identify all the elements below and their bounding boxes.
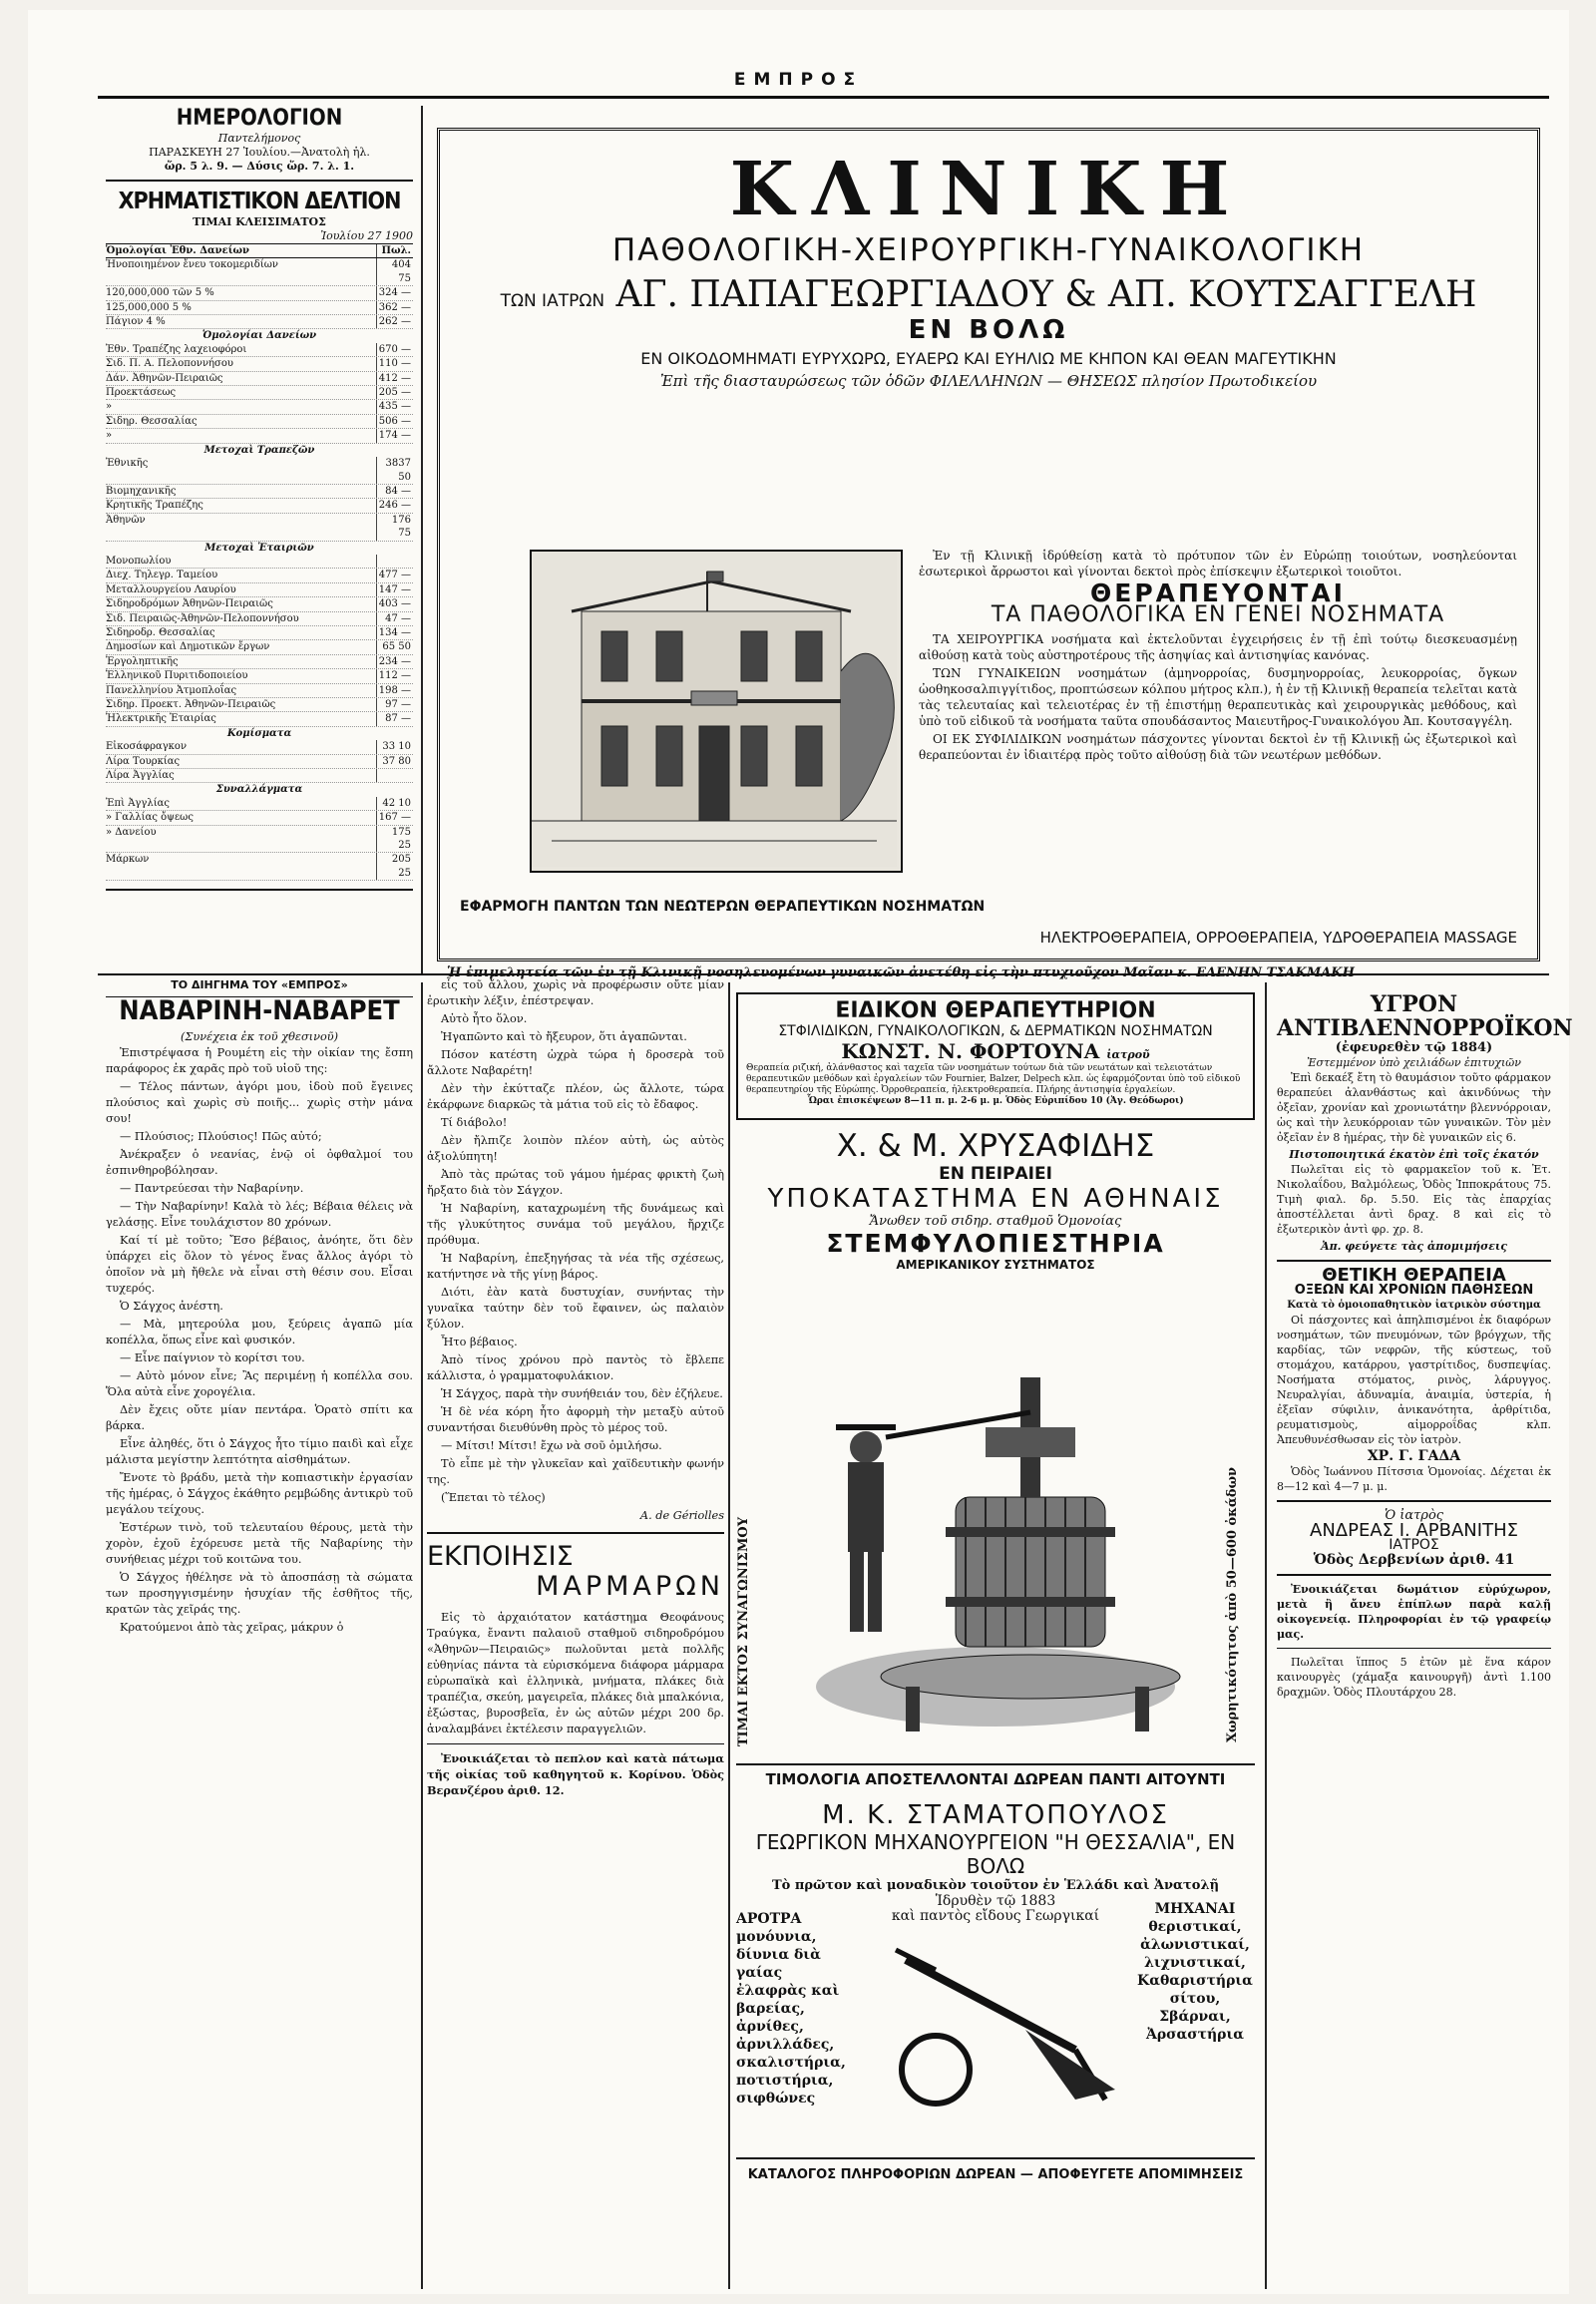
- story-paragraph: Ὁ Σάγχος ἠθέλησε νὰ τὸ ἀποσπάσῃ τὰ σώματα των προσηγγισμένην ἡσυχίαν τῆς ἐσθῆτος τῆς, κρατῶν τὰς χεῖράς της.: [106, 1571, 413, 1616]
- right-column: [1277, 991, 1573, 1702]
- finance-row-label: Σιδ. Πειραιῶς-Ἀθηνῶν-Πελοποννήσου: [106, 612, 299, 624]
- divider: [1277, 1574, 1551, 1576]
- finance-row: [106, 485, 413, 499]
- clinic-title: ΚΛΙΝΙΚΗ: [729, 147, 1248, 232]
- finance-row-value: 84 —: [376, 485, 413, 498]
- story-kicker: ΤΟ ΔΙΗΓΗΜΑ ΤΟΥ «ΕΜΠΡΟΣ»: [171, 978, 348, 991]
- therapy-doctor-name: ΚΩΝΣΤ. Ν. ΦΟΡΤΟΥΝΑ: [841, 1039, 1100, 1063]
- finance-row-label: » Γαλλίας ὄψεως: [106, 812, 194, 824]
- calendar-title: ΗΜΕΡΟΛΟΓΙΟΝ: [176, 106, 343, 131]
- doctor-name: ΑΝΔΡΕΑΣ Ι. ΑΡΒΑΝΙΤΗΣ: [1310, 1520, 1518, 1541]
- finance-row-label: 120,000,000 τῶν 5 %: [106, 287, 214, 299]
- finance-row-label: Μονοπωλίου: [106, 555, 172, 567]
- machinery-workshop: ΓΕΩΡΓΙΚΟΝ ΜΗΧΑΝΟΥΡΓΕΙΟΝ "Η ΘΕΣΣΑΛΙΑ", ΕΝ ΒΟΛΩ: [755, 1830, 1236, 1878]
- finance-row-value: 3837 50: [376, 457, 413, 484]
- finance-row: [106, 555, 413, 569]
- finance-row-value: 33 10: [376, 740, 413, 753]
- therapy-subtitle: ΣΤΦΙΛΙΔΙΚΩΝ, ΓΥΝΑΙΚΟΛΟΓΙΚΩΝ, & ΔΕΡΜΑΤΙΚΩΝ ΝΟΣΗΜΑΤΩΝ: [778, 1023, 1213, 1039]
- story-continued: (Συνέχεια ἐκ τοῦ χθεσινοῦ): [180, 1030, 339, 1043]
- story-paragraph: Ἐστέρων τινὸ, τοῦ τελευταίου θέρους, μετὰ τὴν χορὸν, ἐχοῦ ἐχόρευσε μετὰ τῆς Ναβαρίνης τὴν συνήθειας μέχρι τοῦ κοιτῶνα του.: [106, 1521, 413, 1566]
- section-rule: [98, 973, 1549, 975]
- finance-row-label: Ἠνοποιημένον ἔνευ τοκομεριδίων: [106, 259, 278, 271]
- finance-row: [106, 386, 413, 400]
- finance-row: [106, 499, 413, 513]
- clinic-address: Ἐπὶ τῆς διασταυρώσεως τῶν ὁδῶν ΦΙΛΕΛΛΗΝΩΝ — ΘΗΣΕΩΣ πλησίον Πρωτοδικείου: [659, 372, 1318, 390]
- divider: [106, 889, 413, 891]
- finance-row-value: 205 —: [376, 386, 413, 399]
- finance-row-label: Εἰκοσάφραγκον: [106, 741, 188, 753]
- story-paragraph: Ὁ Σάγχος ἀνέστη.: [120, 1300, 223, 1313]
- finance-row-label: Βιομηχανικῆς: [106, 485, 177, 497]
- finance-row-label: Δάν. Ἀθηνῶν-Πειραιῶς: [106, 372, 223, 384]
- divider: [427, 1532, 724, 1534]
- story-paragraph: — Αὐτὸ μόνον εἶνε; Ἂς περιμένῃ ἡ κοπέλλα σου. Ὅλα αὐτὰ εἶνε χορογέλια.: [106, 1369, 413, 1398]
- finance-row-label: Σιδηρ. Θεσσαλίας: [106, 415, 198, 427]
- story-paragraph: Ἡ δὲ νέα κόρη ἦτο ἀφορμὴ τὴν μεταξὺ αὐτοῦ συναντήσαι διευθύνθη πρὸς τὸ μέρος τοῦ.: [427, 1405, 724, 1434]
- story-paragraph: — Παντρεύεσαι τὴν Ναβαρίνην.: [120, 1182, 304, 1195]
- machinery-name: Μ. Κ. ΣΤΑΜΑΤΟΠΟΥΛΟΣ: [822, 1800, 1169, 1830]
- story-paragraph: Δὲν ἤλπιζε λοιπὸν πλέον αὐτὴ, ὡς αὐτὸς ἀξιολύπητη!: [427, 1134, 724, 1163]
- therapy-body: Θεραπεία ριζική, ἀλάνθαστος καὶ ταχεῖα τῶν νοσημάτων τούτων διὰ τῶν νεωτάτων καὶ τελειοτάτων θεραπευτικῶν μεθόδων καὶ ἐργαλείων τῶν Fournier, Balzer, Delpech κλπ. ὡς ἐφαρμόζονται ὑπὸ τοῦ εἰδικοῦ θεραπευτηρίου τῆς Εὐρώπης. Ὀρροθεραπεία, ἠλεκτροθεραπεία. Πλήρης ἀντισηψία ἐργαλείων.: [746, 1063, 1241, 1095]
- story-paragraph: — Εἶνε παίγνιον τὸ κορίτσι του.: [120, 1351, 305, 1364]
- story-paragraph: Αὐτὸ ἦτο ὅλον.: [441, 1012, 528, 1025]
- finance-row-value: 324 —: [376, 286, 413, 299]
- remedy-year: (ἐφευρεθὲν τῷ 1884): [1335, 1040, 1493, 1055]
- story-paragraph: Εἶνε ἀληθές, ὅτι ὁ Σάγχος ἦτο τίμιο παιδὶ καὶ εἶχε μάλιστα μεγίστην λεπτότητα αἰσθημάτων.: [106, 1437, 413, 1466]
- finance-row-label: 125,000,000 5 %: [106, 301, 192, 313]
- finance-row: [106, 286, 413, 300]
- finance-row: [106, 853, 413, 881]
- story-text-1: [106, 1045, 413, 1636]
- machinery-machines: ΜΗΧΑΝΑΙ θεριστικαί, ἀλωνιστικαί, λιχνιστικαί, Καθαριστήρια σίτου, Σβάρναι, Ἀρσαστήρια: [1137, 1901, 1253, 2043]
- therapy-ad: [736, 992, 1255, 1120]
- left-column: [106, 106, 413, 891]
- story-paragraph: Δὲν ἔχεις οὔτε μίαν πεντάρα. Ὁρατὸ σπίτι κα βάρκα.: [106, 1403, 413, 1432]
- story-paragraph: Ἀπὸ τίνος χρόνου πρὸ παντὸς τὸ ἔβλεπε κάλλιστα, ὁ γραμματοφυλάκιον.: [427, 1353, 724, 1382]
- press-firm: Χ. & Μ. ΧΡΥΣΑΦΙΔΗΣ: [836, 1128, 1155, 1164]
- clinic-intro: Ἐν τῇ Κλινικῇ ἱδρύθείσῃ κατὰ τὸ πρότυπον τῶν ἐν Εὐρώπῃ τοιούτων, νοσηλεύονται ἐσωτερικοὶ ἄρρωστοι καὶ γίνονται δεκτοὶ πρὸς ἐπίσκεψιν ἐξωτερικοὶ τοιοῦτοι.: [919, 549, 1517, 578]
- finance-row-label: Ἐπὶ Ἀγγλίας: [106, 797, 170, 809]
- finance-row-label: » Δανείου: [106, 826, 157, 838]
- finance-row-value: 262 —: [376, 315, 413, 328]
- story-paragraph: εἷς τοῦ ἄλλου, χωρὶς νὰ προφέρωσιν οὔτε μίαν ἐρωτικὴν λέξιν, ἐπέστρεψαν.: [427, 978, 724, 1007]
- finance-row-label: Κρητικῆς Τραπέζης: [106, 500, 203, 512]
- story-paragraph: Ἡ Ναβαρίνη, καταχρωμένη τῆς δυνάμεως καὶ τῆς γλυκύτητος συνάμα τοῦ μεγάλου, ἤρχιζε πρόθυμα.: [427, 1202, 724, 1247]
- remedy-sales: Πωλεῖται εἰς τὸ φαρμακεῖον τοῦ κ. Ἐτ. Νικολαΐδου, Βαλμόλεως, Ὁδὸς Ἱπποκράτους 75. Τιμὴ φιαλ. δρ. 5.50. Εἰς τὰς ἐπαρχίας ἀποστέλλεται ἀντὶ δραχ. 8 καὶ εἰς τὸ ἐξωτερικὸν ἀντὶ φρ. χρ. 8.: [1277, 1163, 1551, 1236]
- clinic-subtitle: ΠΑΘΟΛΟΓΙΚΗ-ΧΕΙΡΟΥΡΓΙΚΗ-ΓΥΝΑΙΚΟΛΟΓΙΚΗ: [611, 232, 1366, 268]
- story-paragraph: Ἐπιστρέψασα ἡ Ρουμέτη εἰς τὴν οἰκίαν της ἔσπη παράφορος ἐκ χαρᾶς πρὸ τοῦ υἱοῦ της:: [106, 1046, 413, 1075]
- clinic-city: ΕΝ ΒΟΛΩ: [908, 315, 1069, 345]
- finance-row-value: 176 75: [376, 514, 413, 541]
- press-branch-location: Ἄνωθεν τοῦ σιδηρ. σταθμοῦ Ὁμονοίας: [869, 1214, 1122, 1229]
- clinic-building: ΕΝ ΟΙΚΟΔΟΜΗΜΑΤΙ ΕΥΡΥΧΩΡΩ, ΕΥΑΕΡΩ ΚΑΙ ΕΥΗΛΙΩ ΜΕ ΚΗΠΟΝ ΚΑΙ ΘΕΑΝ ΜΑΓΕΥΤΙΚΗΝ: [640, 349, 1337, 368]
- finance-row: [106, 769, 413, 783]
- finance-row-value: 37 80: [376, 755, 413, 768]
- machinery-tagline: Τὸ πρῶτον καὶ μοναδικὸν τοιοῦτον ἐν Ἑλλάδι καὶ Ἀνατολῇ: [771, 1878, 1220, 1893]
- finance-row: [106, 457, 413, 485]
- therapy-doctor: [746, 1039, 1245, 1063]
- remedy-certificates: Πιστοποιητικά ἑκατὸν ἐπὶ τοῖς ἑκατόν: [1289, 1148, 1539, 1161]
- story-paragraph: (Ἕπεται τὸ τέλος): [441, 1491, 546, 1504]
- story-column-2: [427, 977, 724, 1800]
- story-author: A. de Gériolles: [639, 1509, 724, 1522]
- column-rule: [421, 982, 423, 2289]
- marble-title-2: ΜΑΡΜΑΡΩΝ: [536, 1571, 724, 1602]
- calendar-times: ὥρ. 5 λ. 9. — Δύσις ὥρ. 7. λ. 1.: [164, 160, 355, 173]
- clinic-para-syphilis: ΟΙ ΕΚ ΣΥΦΙΛΙΔΙΚΩΝ νοσημάτων πάσχοντες γίνονται δεκτοὶ ἐν τῇ Κλινικῇ ὡς ἐξωτερικοὶ καὶ θεραπεύονται ἐν ἰδιαιτέρᾳ πρὸς τοῦτο αἰθούσῃ διὰ τῶν νεωτέρων μεθόδων.: [919, 732, 1517, 762]
- finance-row-value: 110 —: [376, 357, 413, 370]
- finance-row: [106, 755, 413, 769]
- clinic-footer-2: ΗΛΕΚΤΡΟΘΕΡΑΠΕΙΑ, ΟΡΡΟΘΕΡΑΠΕΙΑ, ΥΔΡΟΘΕΡΑΠΕΙΑ MASSAGE: [1039, 929, 1517, 947]
- story-title: ΝΑΒΑΡΙΝΗ-ΝΑΒΑΡΕΤ: [119, 995, 400, 1026]
- marble-title-1: ΕΚΠΟΙΗΣΙΣ: [427, 1541, 574, 1572]
- finance-row: [106, 415, 413, 429]
- remedy-warning: Ἀπ. φεύγετε τὰς ἀπομιμήσεις: [1321, 1240, 1507, 1253]
- finance-row-value: 97 —: [376, 698, 413, 711]
- finance-row: [106, 372, 413, 386]
- therapy-title: ΕΙΔΙΚΟΝ ΘΕΡΑΠΕΥΤΗΡΙΟΝ: [835, 998, 1156, 1023]
- machinery-footer: [736, 2157, 1255, 2182]
- finance-row-label: Πάγιον 4 %: [106, 316, 166, 328]
- rent-note: Ἐνοικιάζεται τὸ πεπλον καὶ κατὰ πάτωμα τῆς οἰκίας τοῦ καθηγητοῦ κ. Κορίνου. Ὁδὸς Βερανζέρου ἀριθ. 12.: [427, 1751, 724, 1797]
- remedy-title: ΥΓΡΟΝ ΑΝΤΙΒΛΕΝΝΟΡΡΟΪΚΟΝ: [1277, 991, 1573, 1041]
- finance-row: [106, 315, 413, 329]
- finance-row-label: Ἀθηνῶν: [106, 514, 146, 526]
- finance-row: [106, 400, 413, 414]
- column-rule: [728, 982, 730, 2289]
- finance-row-label: Λίρα Τουρκίας: [106, 755, 181, 767]
- therapy-positive-address: Ὁδὸς Ἰωάννου Πίτσσια Ὁμονοίας. Δέχεται ἐκ 8—12 καὶ 4—7 μ. μ.: [1277, 1465, 1551, 1493]
- finance-row-value: 205 25: [376, 853, 413, 880]
- story-column-1: [106, 977, 413, 1638]
- finance-row: [106, 740, 413, 754]
- finance-row: [106, 569, 413, 582]
- story-paragraph: Ἀπὸ τὰς πρώτας τοῦ γάμου ἡμέρας φρικτὴ ζωὴ ἤρξατο διὰ τὸν Σάγχον.: [427, 1168, 724, 1197]
- finance-subtitle: ΤΙΜΑΙ ΚΛΕΙΣΙΜΑΤΟΣ: [193, 215, 326, 228]
- story-paragraph: Διότι, ἐὰν κατὰ δυστυχίαν, συνήντας τὴν γυναῖκα ταύτην δὲν τοῦ ἔφαινεν, ὡς παλαιὸν ξύλον.: [427, 1286, 724, 1331]
- finance-row-value: 134 —: [376, 626, 413, 639]
- horse-sale: Πωλεῖται ἵππος 5 ἐτῶν μὲ ἕνα κάρον καινουργὲς (χάμαξα καινουργῆ) ἀντὶ 1.100 δραχμῶν. Ὁδὸς Πλουτάρχου 28.: [1277, 1656, 1551, 1699]
- finance-row-value: 246 —: [376, 499, 413, 512]
- finance-row: [106, 583, 413, 597]
- story-paragraph: — Τὴν Ναβαρίνην! Καλὰ τὸ λές; Βέβαια θέλεις νὰ γελάσῃς. Εἶνε τουλάχιστον 80 χρόνων.: [106, 1200, 413, 1229]
- machinery-ploughs: ΑΡΟΤΡΑ μονόυνια, δίυνια διὰ γαίας ἐλαφρὰς καὶ βαρείας, ἀρνίθες, ἀρνιλλάδες, σκαλιστήρια, ποτιστήρια, σιφθώνες: [736, 1911, 846, 2107]
- therapy-doctor-suffix: ἰατροῦ: [1106, 1048, 1150, 1061]
- finance-header-right: Πωλ.: [376, 244, 413, 257]
- finance-row-label: Μάρκων: [106, 854, 150, 866]
- finance-section-heading: Μετοχαὶ Τραπεζῶν: [203, 444, 315, 456]
- finance-row-value: 174 —: [376, 429, 413, 442]
- finance-row: [106, 301, 413, 315]
- story-paragraph: Κρατούμενοι ἀπὸ τὰς χεῖρας, μάκρυν ὁ: [120, 1621, 344, 1634]
- clinic-footer-1: ΕΦΑΡΜΟΓΗ ΠΑΝΤΩΝ ΤΩΝ ΝΕΩΤΕΡΩΝ ΘΕΡΑΠΕΥΤΙΚΩΝ ΝΟΣΗΜΑΤΩΝ: [460, 899, 986, 915]
- story-paragraph: Ἡ Σάγχος, παρὰ τὴν συνήθειάν του, δὲν ἐζήλευε.: [441, 1387, 723, 1400]
- finance-row-value: 42 10: [376, 797, 413, 810]
- column-rule: [421, 106, 423, 973]
- finance-row-value: 362 —: [376, 301, 413, 314]
- finance-row: [106, 655, 413, 669]
- story-paragraph: Ἀνέκραξεν ὁ νεανίας, ἐνῷ οἱ ὀφθαλμοί του ἐσπινθηροβόλησαν.: [106, 1148, 413, 1177]
- story-paragraph: Ἡ Ναβαρίνη, ἐπεξηγήσας τὰ νέα τῆς σχέσεως, κατήντησε νὰ τῆς γίνῃ βάρος.: [427, 1252, 724, 1281]
- press-ad: [736, 1128, 1255, 1786]
- building-drawing: [532, 552, 897, 867]
- finance-row-label: Ἐργοληπτικῆς: [106, 655, 179, 667]
- clinic-building-illustration: [530, 550, 903, 873]
- divider: [106, 180, 413, 182]
- marble-body: Εἰς τὸ ἀρχαιότατον κατάστημα Θεοφάνους Τραύγκα, ἔναντι παλαιοῦ σταθμοῦ σιδηροδρόμου «Ἀθηνῶν—Πειραιῶς» πωλοῦνται μετὰ πολλῆς εὐθηνίας πάντα τὰ εὐρισκόμενα διάφορα μάρμαρα εὐρωπαϊκὰ καὶ ἑλληνικὰ, μνήματα, πλάκες διὰ τραπέζια, σκεύη, μαγειρεῖα, πλάκες διὰ μπαλκόνια, ἐξώστας, βυροσβεῖα, ἐν ὡς αὐτῶν μέχρι 200 δρ. ἀναλαμβάνει ἐκτέλεσιν παραγγελιῶν.: [427, 1611, 724, 1735]
- newspaper-page: [28, 10, 1573, 2294]
- machinery-general: καὶ παντὸς εἴδους Γεωργικαί: [891, 1908, 1100, 1924]
- finance-row-value: 167 —: [376, 811, 413, 824]
- finance-row-label: Πανελληνίου Ἀτμοπλοΐας: [106, 684, 237, 696]
- finance-row-label: Ἠλεκτρικῆς Ἑταιρίας: [106, 713, 216, 725]
- finance-row: [106, 343, 413, 357]
- finance-row: [106, 626, 413, 640]
- story-paragraph: — Μὰ, μητερούλα μου, ξεύρεις ἀγαπῶ μία κοπέλλα, ὅπως εἶνε καὶ φυσικόν.: [106, 1318, 413, 1346]
- story-paragraph: Τὸ εἶπε μὲ τὴν γλυκεῖαν καὶ χαϊδευτικὴν φωνήν της.: [427, 1457, 724, 1486]
- press-vertical-right: Χωρητικότητος ἀπὸ 50—600 ὀκάδων: [1225, 1467, 1240, 1743]
- finance-row: [106, 684, 413, 698]
- plough-illustration: [876, 1940, 1115, 2119]
- finance-row-label: Διεχ. Τηλεγρ. Ταμείου: [106, 570, 218, 581]
- story-paragraph: Καί τί μὲ τοῦτο; Ἔσο βέβαιος, ἀνόητε, ὅτι δὲν ὑπάρχει εἰς ὅλον τὸ γένος ἕνας ἄλλος ἀγόρι τὸ ὁποῖον νὰ μὴ ἤθελε νὰ εἶναι στὴ θέσιν σου. Εἶσαι τυχερός.: [106, 1234, 413, 1295]
- wine-press-illustration: [806, 1357, 1185, 1736]
- story-paragraph: — Τέλος πάντων, ἀγόρι μου, ἰδοὺ ποῦ ἔγεινες πλούσιος καὶ χωρὶς σὺ ποιῆς... χωρὶς στὴν μάνα σου!: [106, 1080, 413, 1125]
- finance-row: [106, 258, 413, 286]
- finance-row-value: 112 —: [376, 669, 413, 682]
- finance-row-label: »: [106, 401, 113, 413]
- therapy-positive-doctor: ΧΡ. Γ. ΓΑΔΑ: [1367, 1448, 1461, 1464]
- finance-section-heading: Κομίσματα: [226, 727, 292, 739]
- story-text-2: [427, 977, 724, 1506]
- press-system: ΑΜΕΡΙΚΑΝΙΚΟΥ ΣΥΣΤΗΜΑΤΟΣ: [896, 1258, 1095, 1272]
- finance-row-label: Δημοσίων καὶ Δημοτικῶν ἔργων: [106, 641, 270, 653]
- remedy-body: Ἐπὶ δεκαέξ ἔτη τὸ θαυμάσιον τοῦτο φάρμακον θεραπεύει ἀλανθάστως καὶ ἀκινδύνως τὴν ὀξεῖαν, χρονίαν καὶ χρονιωτάτην βλεννόρροιαν, ὡς καὶ τὴν λευκόρροιαν τῶν γυναικῶν. Τὸν μὲν ὀξεῖαν ἐν 8 ἡμέρας, τὴν δὲ γυναικῶν εἰς 6.: [1277, 1071, 1551, 1144]
- finance-row-value: [376, 769, 413, 782]
- finance-row: [106, 698, 413, 712]
- finance-row-value: 506 —: [376, 415, 413, 428]
- divider: [427, 1743, 724, 1744]
- masthead: ΕΜΠΡΟΣ: [733, 70, 864, 90]
- machinery-footer-text: ΚΑΤΑΛΟΓΟΣ ΠΛΗΡΟΦΟΡΙΩΝ ΔΩΡΕΑΝ — ΑΠΟΦΕΥΓΕΤΕ ΑΠΟΜΙΜΗΣΕΙΣ: [747, 2167, 1244, 2182]
- press-footer: [736, 1763, 1255, 1788]
- finance-row-label: Ἑλληνικοῦ Πυριτιδοποιείου: [106, 670, 248, 682]
- therapy-positive-title: ΘΕΤΙΚΗ ΘΕΡΑΠΕΙΑ: [1322, 1265, 1506, 1286]
- doctor-title: ΙΑΤΡΟΣ: [1389, 1537, 1439, 1553]
- story-paragraph: Ἠγαπῶντο καὶ τὸ ἤξευρον, ὅτι ἀγαπῶνται.: [441, 1030, 687, 1043]
- finance-row: [106, 357, 413, 371]
- finance-row: [106, 612, 413, 626]
- clinic-para-surgical: ΤΑ ΧΕΙΡΟΥΡΓΙΚΑ νοσήματα καὶ ἐκτελοῦνται ἐγχειρήσεις ἐν τῇ ἐπὶ τούτῳ διεσκευασμένῃ αἰθούσῃ κατὰ τοὺς αὐστηροτέρους τῆς ἀσηψίας καὶ ἀντισηψίας κανόνας.: [919, 632, 1517, 662]
- finance-row-label: Προεκτάσεως: [106, 387, 177, 399]
- calendar-saint: Παντελήμονος: [217, 132, 301, 145]
- therapy-hours: Ὧραι ἐπισκέψεων 8—11 π. μ. 2-6 μ. μ. Ὁδὸς Εὐριπίδου 10 (Ἀγ. Θεόδωροι): [807, 1096, 1184, 1106]
- press-branch: ΥΠΟΚΑΤΑΣΤΗΜΑ ΕΝ ΑΘΗΝΑΙΣ: [767, 1184, 1224, 1214]
- finance-row-label: Ἐθνικῆς: [106, 458, 149, 470]
- clinic-text: [919, 548, 1517, 765]
- finance-row: [106, 669, 413, 683]
- press-place: ΕΝ ΠΕΙΡΑΙΕΙ: [939, 1164, 1052, 1184]
- divider: [1277, 1500, 1551, 1502]
- doctor-intro: Ὁ ἰατρὸς: [1384, 1508, 1444, 1523]
- therapy-positive-system: Κατὰ τὸ ὁμοιοπαθητικὸν ἰατρικὸν σύστημα: [1287, 1300, 1541, 1311]
- finance-row-value: 198 —: [376, 684, 413, 697]
- therapy-positive-body: Οἱ πάσχοντες καὶ ἀπηλπισμένοι ἐκ διαφόρων νοσημάτων, τῶν πνευμόνων, τῶν βρόγχων, τῆς καρδίας, τῶν νεφρῶν, τῆς κύστεως, τοῦ στομάχου, κατάρρου, γαστρίτιδος, δυσπεψίας. Νοσήματα στόματος, ρινὸς, λάρυγγος. Νευραλγίαι, ἀδυναμία, ἀναιμία, ὑστερία, ἡ ἐξεῖαν σύφιλιν, ἀνικανότητα, ἀρθρίτιδα, ρευματισμοὺς, αἱμορροΐδας κλπ. Ἀπευθυνέσθωσαν εἰς τὸν ἰατρὸν.: [1277, 1314, 1551, 1446]
- finance-row: [106, 712, 413, 726]
- finance-row-value: 234 —: [376, 655, 413, 668]
- finance-row-label: Λίρα Ἀγγλίας: [106, 770, 175, 782]
- finance-row-value: 403 —: [376, 597, 413, 610]
- story-paragraph: — Μίτσι! Μίτσι! ἔχω νὰ σοῦ ὁμιλήσω.: [441, 1439, 662, 1452]
- finance-header: [106, 243, 413, 258]
- press-footer-text: ΤΙΜΟΛΟΓΙΑ ΑΠΟΣΤΕΛΛΟΝΤΑΙ ΔΩΡΕΑΝ ΠΑΝΤΙ ΑΙΤΟΥΝΤΙ: [765, 1770, 1226, 1788]
- finance-row: [106, 811, 413, 825]
- clinic-doctors: [440, 274, 1537, 315]
- finance-row-value: 404 75: [376, 258, 413, 285]
- finance-row: [106, 514, 413, 542]
- finance-row-label: »: [106, 430, 113, 442]
- divider: [1277, 1648, 1551, 1649]
- finance-row-value: 147 —: [376, 583, 413, 596]
- finance-row-label: Σιδ. Π. Α. Πελοποννήσου: [106, 358, 233, 370]
- finance-row: [106, 597, 413, 611]
- finance-row: [106, 640, 413, 654]
- finance-row: [106, 797, 413, 811]
- story-paragraph: — Πλούσιος; Πλούσιος! Πῶς αὐτό;: [120, 1130, 322, 1143]
- room-rent: Ἐνοικιάζεται δωμάτιον εὐρύχωρον, μετὰ ἢ ἄνευ ἐπίπλων παρὰ καλῇ οἰκογενείᾳ. Πληροφορίαι ἐν τῷ γραφείῳ μας.: [1277, 1583, 1551, 1641]
- clinic-advertisement: [437, 128, 1540, 961]
- clinic-doctors-names: ΑΓ. ΠΑΠΑΓΕΩΡΓΙΑΔΟΥ & ΑΠ. ΚΟΥΤΣΑΓΓΕΛΗ: [615, 274, 1477, 315]
- clinic-doctors-prefix: ΤΩΝ ΙΑΤΡΩΝ: [500, 291, 605, 311]
- finance-row-value: [376, 555, 413, 568]
- finance-row-label: Ἐθν. Τραπέζης λαχειοφόροι: [106, 343, 247, 355]
- story-paragraph: Δὲν τὴν ἐκύτταζε πλέον, ὡς ἄλλοτε, τώρα ἐκάρφωνε διαρκῶς τὰ μάτια τοῦ εἰς τὸ ἔδαφος.: [427, 1082, 724, 1111]
- story-paragraph: Ἦτο βέβαιος.: [441, 1336, 518, 1348]
- finance-date: Ἰουλίου 27 1900: [320, 229, 413, 242]
- therapy-positive-sub: ΟΞΕΩΝ ΚΑΙ ΧΡΟΝΙΩΝ ΠΑΘΗΣΕΩΝ: [1294, 1283, 1534, 1298]
- finance-row-value: 477 —: [376, 569, 413, 581]
- press-vertical-left: ΤΙΜΑΙ ΕΚΤΟΣ ΣΥΝΑΓΩΝΙΣΜΟΥ: [736, 1517, 751, 1747]
- finance-row-label: Σιδηροδρ. Θεσσαλίας: [106, 626, 215, 638]
- finance-row-label: Σιδηροδρόμων Ἀθηνῶν-Πειραιῶς: [106, 598, 273, 610]
- divider: [1277, 1260, 1551, 1262]
- finance-row-value: 435 —: [376, 400, 413, 413]
- column-rule: [1265, 982, 1267, 2289]
- calendar-date: ΠΑΡΑΣΚΕΥΗ 27 Ἰουλίου.—Ἀνατολὴ ἡλ.: [149, 146, 370, 159]
- finance-section-heading: Ὁμολογίαι Δανείων: [201, 330, 317, 342]
- finance-title: ΧΡΗΜΑΤΙΣΤΙΚΟΝ ΔΕΛΤΙΟΝ: [118, 189, 401, 214]
- finance-row-label: Σιδηρ. Προεκτ. Ἀθηνῶν-Πειραιῶς: [106, 699, 276, 710]
- middle-ads: [736, 992, 1255, 2294]
- finance-row-value: 175 25: [376, 826, 413, 853]
- finance-row-value: 670 —: [376, 343, 413, 356]
- story-paragraph: Τί διάβολο!: [441, 1116, 508, 1129]
- clinic-heading-diseases: ΤΑ ΠΑΘΟΛΟΓΙΚΑ ΕΝ ΓΕΝΕΙ ΝΟΣΗΜΑΤΑ: [991, 602, 1445, 627]
- finance-row: [106, 826, 413, 854]
- finance-section-heading: Μετοχαὶ Ἑταιριῶν: [204, 542, 314, 554]
- finance-rows: [106, 258, 413, 881]
- clinic-heading-treat: ΘΕΡΑΠΕΥΟΝΤΑΙ: [1090, 578, 1346, 607]
- machinery-ad: [736, 1800, 1255, 2279]
- press-product: ΣΤΕΜΦΥΛΟΠΙΕΣΤΗΡΙΑ: [826, 1229, 1165, 1258]
- finance-row-value: 412 —: [376, 372, 413, 385]
- clinic-para-gynaecological: ΤΩΝ ΓΥΝΑΙΚΕΙΩΝ νοσημάτων (ἀμηνορροίας, δυσμηνορροίας, λευκορροίας, ὄγκων ὠοθηκοσαλπιγγίτιδος, προπτώσεων κόλπου μήτρος κλπ.), ἡ ἐν τῇ Κλινικῇ θεραπεία τελεῖται κατὰ τὰς τελευταίας καὶ τελειοτέρας ἐν τῇ ἐπιστήμῃ θεραπευτικὰς καὶ χειρουργικὰς μεθόδους, καὶ ὑπὸ τοῦ εἰδικοῦ τὰ νοσήματα ταῦτα σπουδάσαντος Μαιευτῆρος-Γυναικολόγου Ἀπ. Κουτσαγγέλη.: [919, 666, 1518, 728]
- finance-row-value: 87 —: [376, 712, 413, 725]
- finance-section-heading: Συναλλάγματα: [215, 784, 303, 796]
- story-paragraph: Ἔνοτε τὸ βράδυ, μετὰ τὴν κοπιαστικὴν ἐργασίαν τῆς ἡμέρας, ὁ Σάγχος ἐκάθητο ρεμβώδης ἀντικρὺ τοῦ μεγάλου τείχους.: [106, 1471, 413, 1516]
- finance-row-label: Μεταλλουργείου Λαυρίου: [106, 583, 236, 595]
- finance-header-left: Ὁμολογίαι Ἐθν. Δανείων: [106, 245, 249, 256]
- finance-row-value: 65 50: [376, 640, 413, 653]
- finance-row-value: 47 —: [376, 612, 413, 625]
- finance-row: [106, 429, 413, 443]
- machinery-founded: Ἱδρυθὲν τῷ 1883: [935, 1893, 1056, 1909]
- doctor-address: Ὁδὸς Δερβενίων ἀριθ. 41: [1313, 1552, 1515, 1568]
- story-paragraph: Πόσον κατέστη ὡχρὰ τώρα ἡ δροσερὰ τοῦ ἄλλοτε Ναβαρέτη!: [427, 1048, 724, 1077]
- masthead-rule: [98, 96, 1549, 99]
- remedy-note: Ἐστεμμένον ὑπὸ χειλιάδων ἐπιτυχιῶν: [1307, 1056, 1521, 1069]
